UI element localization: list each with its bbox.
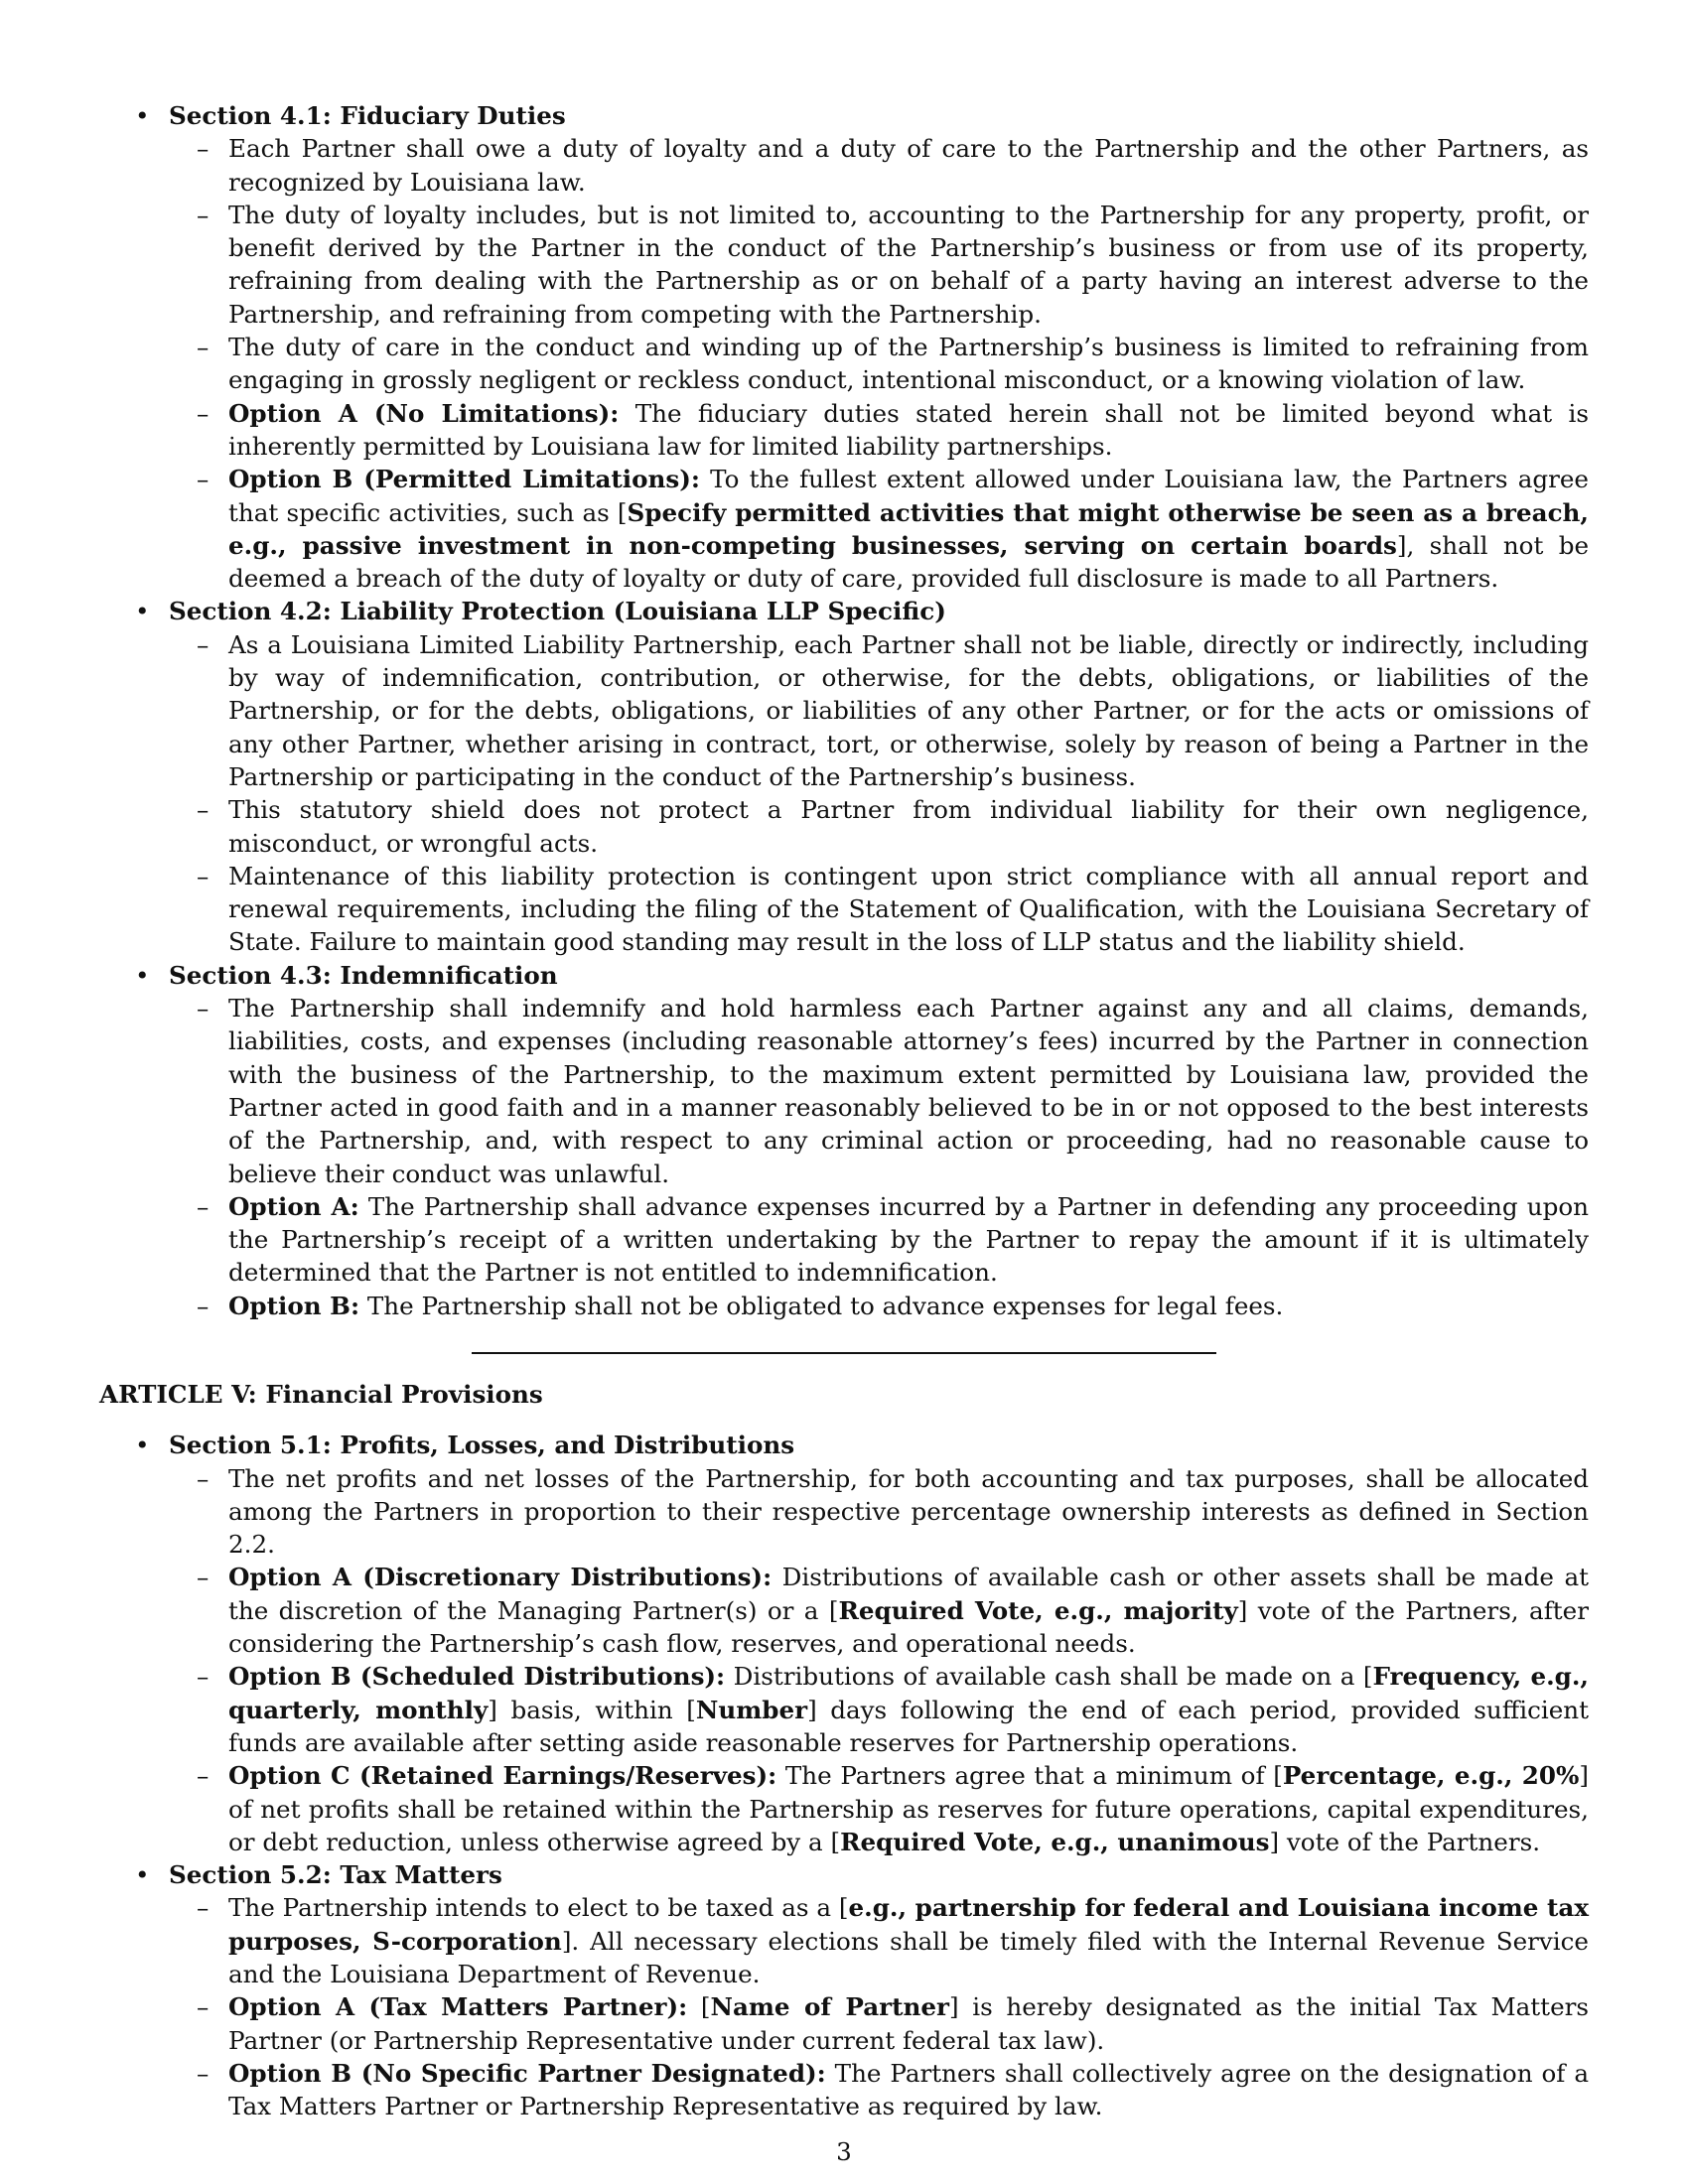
section-items: [169, 1891, 1589, 2122]
dash-icon: –: [197, 333, 210, 362]
dash-icon: –: [197, 1563, 210, 1592]
list-item: – Option A (Discretionary Distributions): Distributions of available cash or other assets shall be made at the discretion of the Managing Partner(s) or a [Required Vote, e.g., majority] vote of the Partners, after considering the Partnership’s cash flow, reserves, and operational needs.: [197, 1563, 1589, 1659]
dash-icon: –: [197, 1992, 210, 2022]
list-item: – Option C (Retained Earnings/Reserves): The Partners agree that a minimum of [Percentage, e.g., 20%] of net profits shall be retained within the Partnership as reserves for future operations, capital expenditures, or debt reduction, unless otherwise agreed by a [Required Vote, e.g., unanimous] vote of the Partners.: [197, 1761, 1590, 1856]
section-title: Section 4.1: Fiduciary Duties: [169, 101, 566, 130]
dash-icon: –: [197, 465, 210, 494]
placeholder-field: Frequency, e.g., quarterly, monthly: [228, 1662, 1589, 1724]
dash-icon: –: [197, 994, 210, 1024]
option-label: Option B:: [228, 1291, 360, 1320]
section-title: Section 5.1: Profits, Losses, and Distributions: [169, 1431, 795, 1460]
list-item: – As a Louisiana Limited Liability Partnership, each Partner shall not be liable, directly or indirectly, including by way of indemnification, contribution, or otherwise, for the debts, obligations, or liabilities of the Partnership, or for the debts, obligations, or liabilities of any other Partner, or for the acts or omissions of any other Partner, whether arising in contract, tort, or otherwise, solely by reason of being a Partner in the Partnership or participating in the conduct of the Partnership’s business.: [197, 629, 1589, 791]
section-5-2: [99, 1858, 1589, 2122]
dash-icon: –: [197, 2058, 210, 2088]
dash-icon: –: [197, 200, 210, 229]
list-item: – Option A: The Partnership shall advance expenses incurred by a Partner in defending any proceeding upon the Partnership’s receipt of a written undertaking by the Partner to repay the amount if it is ultimately determined that the Partner is not entitled to indemnification.: [197, 1191, 1589, 1288]
section-items: [169, 628, 1589, 959]
bullet-icon: •: [135, 101, 150, 130]
option-label: Option B (Scheduled Distributions):: [228, 1662, 726, 1692]
dash-icon: –: [197, 795, 210, 825]
list-item: – Option A (No Limitations): The fiduciary duties stated herein shall not be limited beyond what is inherently permitted by Louisiana law for limited liability partnerships.: [197, 398, 1590, 461]
list-item: – The net profits and net losses of the Partnership, for both accounting and tax purposes, shall be allocated among the Partners in proportion to their respective percentage ownership interests as defined in Section 2.2.: [197, 1463, 1589, 1560]
dash-icon: –: [197, 134, 210, 164]
dash-icon: –: [197, 1662, 210, 1692]
bullet-icon: •: [135, 1431, 150, 1460]
placeholder-field: Number: [695, 1695, 808, 1724]
option-label: Option B (No Specific Partner Designated):: [228, 2058, 826, 2088]
bullet-icon: •: [135, 1860, 150, 1890]
section-items: [169, 132, 1589, 595]
section-title: Section 5.2: Tax Matters: [169, 1860, 502, 1890]
bullet-icon: •: [135, 597, 150, 626]
list-item: – Maintenance of this liability protection is contingent upon strict compliance with all annual report and renewal requirements, including the filing of the Statement of Qualification, with the Louisiana Secretary of State. Failure to maintain good standing may result in the loss of LLP status and the liability shield.: [197, 861, 1589, 957]
section-5-1: [99, 1429, 1589, 1858]
article-4-sections: [99, 99, 1589, 1322]
list-item: – Option B: The Partnership shall not be obligated to advance expenses for legal fees.: [169, 1290, 1589, 1322]
option-label: Option A:: [228, 1191, 359, 1221]
section-items: [169, 1462, 1589, 1859]
dash-icon: –: [197, 398, 210, 428]
list-item: – The duty of care in the conduct and winding up of the Partnership’s business is limited to refraining from engaging in grossly negligent or reckless conduct, intentional misconduct, or a knowing violation of law.: [197, 333, 1589, 395]
section-items: [169, 992, 1589, 1322]
document-page: [99, 99, 1589, 2123]
placeholder-field: Required Vote, e.g., unanimous: [840, 1827, 1270, 1856]
option-label: Option A (Tax Matters Partner):: [228, 1992, 688, 2022]
article-heading: ARTICLE V: Financial Provisions: [99, 1379, 543, 1409]
placeholder-field: Name of Partner: [710, 1992, 949, 2022]
placeholder-field: Specify permitted activities that might otherwise be seen as a breach, e.g., passive investment in non-competing businesses, serving on certain boards: [228, 497, 1589, 560]
list-item: – Option A (Tax Matters Partner): [Name of Partner] is hereby designated as the initial Tax Matters Partner (or Partnership Representative under current federal tax law).: [197, 1992, 1589, 2055]
option-label: Option C (Retained Earnings/Reserves):: [228, 1761, 777, 1791]
section-4-1: [99, 99, 1589, 595]
dash-icon: –: [197, 629, 210, 659]
placeholder-field: Required Vote, e.g., majority: [838, 1595, 1238, 1625]
section-4-3: [99, 959, 1589, 1322]
option-label: Option A (No Limitations):: [228, 398, 620, 428]
list-item: – The duty of loyalty includes, but is not limited to, accounting to the Partnership for any property, profit, or benefit derived by the Partner in the conduct of the Partnership’s business or from use of its property, refraining from dealing with the Partnership as or on behalf of a party having an interest adverse to the Partnership, and refraining from competing with the Partnership.: [197, 200, 1589, 329]
bullet-icon: •: [135, 960, 150, 990]
option-label: Option A (Discretionary Distributions):: [228, 1563, 773, 1592]
dash-icon: –: [197, 1761, 210, 1791]
section-title: Section 4.3: Indemnification: [169, 960, 558, 990]
placeholder-field: Percentage, e.g., 20%: [1282, 1761, 1580, 1791]
list-item: – Option B (Scheduled Distributions): Distributions of available cash shall be made on a [Frequency, e.g., quarterly, monthly] basis, within [Number] days following the end of each period, provided sufficient funds are available after setting aside reasonable reserves for Partnership operations.: [197, 1662, 1589, 1757]
list-item: – The Partnership intends to elect to be taxed as a [e.g., partnership for federal and Louisiana income tax purposes, S-corporation]. All necessary elections shall be timely filed with the Internal Revenue Service and the Louisiana Department of Revenue.: [197, 1893, 1589, 1989]
horizontal-divider: [472, 1352, 1216, 1354]
list-item: – Each Partner shall owe a duty of loyalty and a duty of care to the Partnership and the other Partners, as recognized by Louisiana law.: [197, 134, 1589, 197]
dash-icon: –: [197, 861, 210, 890]
section-4-2: [99, 595, 1589, 958]
list-item: – Option B (Permitted Limitations): To the fullest extent allowed under Louisiana law, the Partners agree that specific activities, such as [Specify permitted activities that might otherwise be seen as a breach, e.g., passive investment in non-competing businesses, serving on certain boards], shall not be deemed a breach of the duty of loyalty or duty of care, provided full disclosure is made to all Partners.: [197, 465, 1589, 594]
list-item: – This statutory shield does not protect a Partner from individual liability for their own negligence, misconduct, or wrongful acts.: [197, 795, 1589, 858]
option-label: Option B (Permitted Limitations):: [228, 465, 700, 494]
placeholder-field: e.g., partnership for federal and Louisiana income tax purposes, S-corporation: [228, 1893, 1589, 1956]
dash-icon: –: [197, 1893, 210, 1923]
page-number: 3: [836, 2137, 852, 2166]
list-item: – The Partnership shall indemnify and hold harmless each Partner against any and all claims, demands, liabilities, costs, and expenses (including reasonable attorney’s fees) incurred by the Partner in connection with the business of the Partnership, to the maximum extent permitted by Louisiana law, provided the Partner acted in good faith and in a manner reasonably believed to be in or not opposed to the best interests of the Partnership, and, with respect to any criminal action or proceeding, had no reasonable cause to believe their conduct was unlawful.: [197, 994, 1589, 1188]
section-title: Section 4.2: Liability Protection (Louisiana LLP Specific): [169, 597, 946, 626]
dash-icon: –: [197, 1291, 210, 1320]
article-5-sections: [99, 1429, 1589, 2122]
dash-icon: –: [197, 1191, 210, 1221]
list-item: – Option B (No Specific Partner Designated): The Partners shall collectively agree on the designation of a Tax Matters Partner or Partnership Representative as required by law.: [197, 2058, 1589, 2121]
dash-icon: –: [197, 1463, 210, 1493]
